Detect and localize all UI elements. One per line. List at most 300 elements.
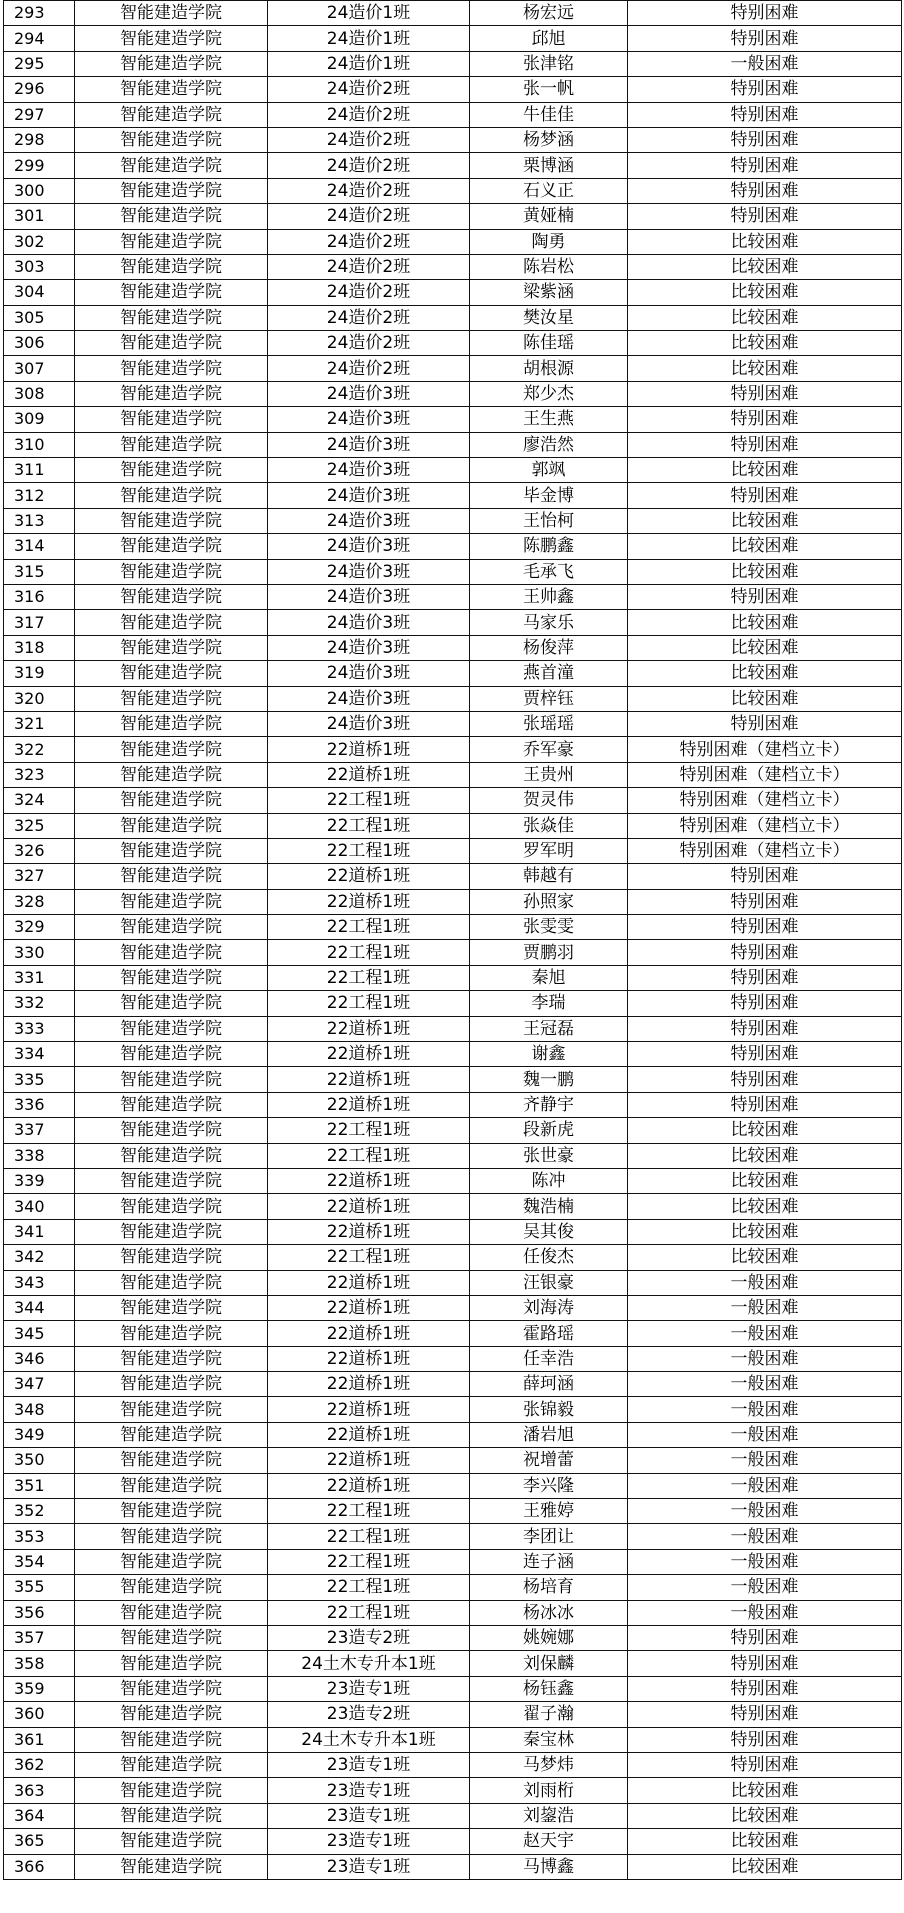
- row-number: 366: [4, 1854, 75, 1879]
- student-name-cell: 乔军豪: [470, 737, 628, 762]
- student-name-cell: 黄娅楠: [470, 204, 628, 229]
- difficulty-level-cell: 特别困难（建档立卡）: [628, 838, 902, 863]
- college-cell: 智能建造学院: [75, 1473, 268, 1498]
- class-cell: 24造价3班: [268, 686, 470, 711]
- table-row: [4, 127, 902, 152]
- student-name-cell: 王帅鑫: [470, 584, 628, 609]
- difficulty-level-cell: 特别困难: [628, 153, 902, 178]
- student-name-cell: 王雅婷: [470, 1499, 628, 1524]
- table-row: [4, 711, 902, 736]
- college-cell: 智能建造学院: [75, 280, 268, 305]
- difficulty-level-cell: 比较困难: [628, 458, 902, 483]
- table-row: [4, 1321, 902, 1346]
- difficulty-level-cell: 比较困难: [628, 1118, 902, 1143]
- class-cell: 24土木专升本1班: [268, 1651, 470, 1676]
- difficulty-level-cell: 一般困难: [628, 1270, 902, 1295]
- college-cell: 智能建造学院: [75, 1092, 268, 1117]
- class-cell: 24造价3班: [268, 508, 470, 533]
- row-number: 349: [4, 1422, 75, 1447]
- student-name-cell: 刘鋆浩: [470, 1803, 628, 1828]
- row-number: 331: [4, 965, 75, 990]
- class-cell: 24造价2班: [268, 331, 470, 356]
- college-cell: 智能建造学院: [75, 102, 268, 127]
- row-number: 343: [4, 1270, 75, 1295]
- table-row: [4, 610, 902, 635]
- table-row: [4, 661, 902, 686]
- table-row: [4, 635, 902, 660]
- row-number: 329: [4, 915, 75, 940]
- college-cell: 智能建造学院: [75, 940, 268, 965]
- college-cell: 智能建造学院: [75, 813, 268, 838]
- class-cell: 22工程1班: [268, 1524, 470, 1549]
- class-cell: 22工程1班: [268, 838, 470, 863]
- row-number: 312: [4, 483, 75, 508]
- college-cell: 智能建造学院: [75, 1118, 268, 1143]
- college-cell: 智能建造学院: [75, 1778, 268, 1803]
- student-name-cell: 赵天宇: [470, 1829, 628, 1854]
- row-number: 339: [4, 1168, 75, 1193]
- row-number: 350: [4, 1448, 75, 1473]
- difficulty-level-cell: 特别困难: [628, 1067, 902, 1092]
- difficulty-level-cell: 特别困难: [628, 381, 902, 406]
- college-cell: 智能建造学院: [75, 1549, 268, 1574]
- table-row: [4, 77, 902, 102]
- class-cell: 22工程1班: [268, 788, 470, 813]
- table-row: [4, 1448, 902, 1473]
- class-cell: 22道桥1班: [268, 864, 470, 889]
- college-cell: 智能建造学院: [75, 1600, 268, 1625]
- table-row: [4, 1295, 902, 1320]
- difficulty-level-cell: 比较困难: [628, 1245, 902, 1270]
- student-name-cell: 郑少杰: [470, 381, 628, 406]
- table-row: [4, 1524, 902, 1549]
- class-cell: 24造价2班: [268, 229, 470, 254]
- college-cell: 智能建造学院: [75, 1422, 268, 1447]
- class-cell: 24造价2班: [268, 204, 470, 229]
- college-cell: 智能建造学院: [75, 356, 268, 381]
- college-cell: 智能建造学院: [75, 1702, 268, 1727]
- class-cell: 24造价3班: [268, 711, 470, 736]
- table-row: [4, 432, 902, 457]
- class-cell: 22工程1班: [268, 965, 470, 990]
- difficulty-level-cell: 比较困难: [628, 1219, 902, 1244]
- row-number: 327: [4, 864, 75, 889]
- student-name-cell: 魏浩楠: [470, 1194, 628, 1219]
- class-cell: 22道桥1班: [268, 1473, 470, 1498]
- row-number: 323: [4, 762, 75, 787]
- student-name-cell: 秦旭: [470, 965, 628, 990]
- student-name-cell: 李瑞: [470, 991, 628, 1016]
- difficulty-level-cell: 一般困难: [628, 1422, 902, 1447]
- table-row: [4, 1854, 902, 1879]
- table-row: [4, 1346, 902, 1371]
- college-cell: 智能建造学院: [75, 1016, 268, 1041]
- difficulty-level-cell: 一般困难: [628, 1473, 902, 1498]
- table-row: [4, 178, 902, 203]
- table-row: [4, 483, 902, 508]
- row-number: 357: [4, 1626, 75, 1651]
- class-cell: 23造专2班: [268, 1626, 470, 1651]
- college-cell: 智能建造学院: [75, 1295, 268, 1320]
- row-number: 346: [4, 1346, 75, 1371]
- row-number: 318: [4, 635, 75, 660]
- college-cell: 智能建造学院: [75, 1270, 268, 1295]
- difficulty-level-cell: 比较困难: [628, 1803, 902, 1828]
- college-cell: 智能建造学院: [75, 1194, 268, 1219]
- table-row: [4, 1219, 902, 1244]
- class-cell: 22道桥1班: [268, 1016, 470, 1041]
- college-cell: 智能建造学院: [75, 1372, 268, 1397]
- class-cell: 22道桥1班: [268, 737, 470, 762]
- college-cell: 智能建造学院: [75, 432, 268, 457]
- difficulty-level-cell: 一般困难: [628, 1321, 902, 1346]
- table-row: [4, 559, 902, 584]
- difficulty-level-cell: 比较困难: [628, 661, 902, 686]
- row-number: 295: [4, 51, 75, 76]
- class-cell: 24造价3班: [268, 432, 470, 457]
- difficulty-level-cell: 特别困难: [628, 940, 902, 965]
- difficulty-level-cell: 特别困难: [628, 889, 902, 914]
- class-cell: 24造价2班: [268, 127, 470, 152]
- student-name-cell: 贾鹏羽: [470, 940, 628, 965]
- table-row: [4, 153, 902, 178]
- table-row: [4, 864, 902, 889]
- row-number: 353: [4, 1524, 75, 1549]
- difficulty-level-cell: 特别困难: [628, 1042, 902, 1067]
- row-number: 334: [4, 1042, 75, 1067]
- student-name-cell: 任俊杰: [470, 1245, 628, 1270]
- college-cell: 智能建造学院: [75, 1245, 268, 1270]
- college-cell: 智能建造学院: [75, 26, 268, 51]
- table-row: [4, 1727, 902, 1752]
- row-number: 361: [4, 1727, 75, 1752]
- class-cell: 24造价2班: [268, 356, 470, 381]
- table-row: [4, 1626, 902, 1651]
- class-cell: 24造价1班: [268, 51, 470, 76]
- row-number: 359: [4, 1676, 75, 1701]
- difficulty-level-cell: 特别困难: [628, 407, 902, 432]
- table-row: [4, 1651, 902, 1676]
- table-row: [4, 1270, 902, 1295]
- student-name-cell: 连子涵: [470, 1549, 628, 1574]
- table-row: [4, 407, 902, 432]
- student-name-cell: 马博鑫: [470, 1854, 628, 1879]
- class-cell: 22道桥1班: [268, 889, 470, 914]
- student-name-cell: 陈冲: [470, 1168, 628, 1193]
- class-cell: 23造专1班: [268, 1829, 470, 1854]
- difficulty-level-cell: 特别困难: [628, 1727, 902, 1752]
- difficulty-level-cell: 特别困难: [628, 1, 902, 26]
- class-cell: 22道桥1班: [268, 1067, 470, 1092]
- class-cell: 22道桥1班: [268, 1321, 470, 1346]
- student-name-cell: 张锦毅: [470, 1397, 628, 1422]
- student-name-cell: 齐静宇: [470, 1092, 628, 1117]
- student-name-cell: 段新虎: [470, 1118, 628, 1143]
- class-cell: 24造价1班: [268, 1, 470, 26]
- college-cell: 智能建造学院: [75, 889, 268, 914]
- class-cell: 24造价3班: [268, 635, 470, 660]
- difficulty-level-cell: 比较困难: [628, 1854, 902, 1879]
- difficulty-level-cell: 特别困难: [628, 915, 902, 940]
- table-row: [4, 584, 902, 609]
- table-row: [4, 940, 902, 965]
- row-number: 341: [4, 1219, 75, 1244]
- difficulty-level-cell: 比较困难: [628, 559, 902, 584]
- row-number: 352: [4, 1499, 75, 1524]
- table-row: [4, 1, 902, 26]
- difficulty-level-cell: 特别困难: [628, 584, 902, 609]
- student-name-cell: 马梦炜: [470, 1752, 628, 1777]
- row-number: 360: [4, 1702, 75, 1727]
- college-cell: 智能建造学院: [75, 1067, 268, 1092]
- college-cell: 智能建造学院: [75, 1854, 268, 1879]
- class-cell: 22工程1班: [268, 1143, 470, 1168]
- difficulty-level-cell: 比较困难: [628, 508, 902, 533]
- student-name-cell: 杨冰冰: [470, 1600, 628, 1625]
- table-row: [4, 1067, 902, 1092]
- table-row: [4, 915, 902, 940]
- college-cell: 智能建造学院: [75, 1143, 268, 1168]
- college-cell: 智能建造学院: [75, 661, 268, 686]
- college-cell: 智能建造学院: [75, 407, 268, 432]
- student-name-cell: 王贵州: [470, 762, 628, 787]
- class-cell: 22道桥1班: [268, 1092, 470, 1117]
- row-number: 358: [4, 1651, 75, 1676]
- difficulty-level-cell: 特别困难: [628, 77, 902, 102]
- student-name-cell: 谢鑫: [470, 1042, 628, 1067]
- difficulty-level-cell: 一般困难: [628, 1397, 902, 1422]
- difficulty-level-cell: 一般困难: [628, 1372, 902, 1397]
- class-cell: 22工程1班: [268, 1245, 470, 1270]
- college-cell: 智能建造学院: [75, 127, 268, 152]
- student-name-cell: 杨培育: [470, 1575, 628, 1600]
- table-row: [4, 1473, 902, 1498]
- college-cell: 智能建造学院: [75, 737, 268, 762]
- difficulty-level-cell: 一般困难: [628, 1549, 902, 1574]
- student-name-cell: 梁紫涵: [470, 280, 628, 305]
- college-cell: 智能建造学院: [75, 178, 268, 203]
- table-row: [4, 1042, 902, 1067]
- student-name-cell: 陈鹏鑫: [470, 534, 628, 559]
- table-row: [4, 1702, 902, 1727]
- college-cell: 智能建造学院: [75, 1321, 268, 1346]
- difficulty-level-cell: 特别困难: [628, 1676, 902, 1701]
- row-number: 300: [4, 178, 75, 203]
- row-number: 351: [4, 1473, 75, 1498]
- college-cell: 智能建造学院: [75, 1676, 268, 1701]
- table-row: [4, 1575, 902, 1600]
- row-number: 308: [4, 381, 75, 406]
- class-cell: 22工程1班: [268, 1499, 470, 1524]
- difficulty-level-cell: 特别困难: [628, 1651, 902, 1676]
- difficulty-level-cell: 特别困难（建档立卡）: [628, 788, 902, 813]
- class-cell: 24造价3班: [268, 483, 470, 508]
- college-cell: 智能建造学院: [75, 1752, 268, 1777]
- college-cell: 智能建造学院: [75, 1829, 268, 1854]
- difficulty-level-cell: 特别困难: [628, 1092, 902, 1117]
- difficulty-level-cell: 特别困难: [628, 432, 902, 457]
- table-row: [4, 838, 902, 863]
- class-cell: 22工程1班: [268, 1600, 470, 1625]
- row-number: 344: [4, 1295, 75, 1320]
- table-row: [4, 813, 902, 838]
- table-row: [4, 1143, 902, 1168]
- difficulty-level-cell: 一般困难: [628, 1600, 902, 1625]
- row-number: 319: [4, 661, 75, 686]
- table-row: [4, 1245, 902, 1270]
- student-name-cell: 邱旭: [470, 26, 628, 51]
- class-cell: 24造价2班: [268, 305, 470, 330]
- college-cell: 智能建造学院: [75, 51, 268, 76]
- table-row: [4, 686, 902, 711]
- college-cell: 智能建造学院: [75, 1168, 268, 1193]
- difficulty-level-cell: 比较困难: [628, 635, 902, 660]
- table-row: [4, 1549, 902, 1574]
- row-number: 304: [4, 280, 75, 305]
- difficulty-level-cell: 特别困难: [628, 127, 902, 152]
- class-cell: 24造价1班: [268, 26, 470, 51]
- difficulty-level-cell: 比较困难: [628, 1778, 902, 1803]
- row-number: 338: [4, 1143, 75, 1168]
- difficulty-level-cell: 比较困难: [628, 1143, 902, 1168]
- college-cell: 智能建造学院: [75, 635, 268, 660]
- class-cell: 22道桥1班: [268, 762, 470, 787]
- row-number: 340: [4, 1194, 75, 1219]
- student-name-cell: 贺灵伟: [470, 788, 628, 813]
- college-cell: 智能建造学院: [75, 534, 268, 559]
- student-name-cell: 燕首潼: [470, 661, 628, 686]
- row-number: 347: [4, 1372, 75, 1397]
- difficulty-level-cell: 特别困难: [628, 1752, 902, 1777]
- class-cell: 24造价3班: [268, 661, 470, 686]
- college-cell: 智能建造学院: [75, 331, 268, 356]
- class-cell: 22工程1班: [268, 940, 470, 965]
- student-roster-table: [3, 0, 902, 1880]
- table-row: [4, 254, 902, 279]
- difficulty-level-cell: 特别困难（建档立卡）: [628, 737, 902, 762]
- difficulty-level-cell: 比较困难: [628, 1194, 902, 1219]
- difficulty-level-cell: 特别困难: [628, 864, 902, 889]
- table-row: [4, 229, 902, 254]
- table-row: [4, 51, 902, 76]
- student-name-cell: 姚婉娜: [470, 1626, 628, 1651]
- row-number: 296: [4, 77, 75, 102]
- class-cell: 22工程1班: [268, 1575, 470, 1600]
- table-row: [4, 356, 902, 381]
- row-number: 322: [4, 737, 75, 762]
- class-cell: 24造价3班: [268, 559, 470, 584]
- table-row: [4, 1372, 902, 1397]
- class-cell: 22道桥1班: [268, 1372, 470, 1397]
- college-cell: 智能建造学院: [75, 559, 268, 584]
- row-number: 302: [4, 229, 75, 254]
- table-row: [4, 1803, 902, 1828]
- class-cell: 22道桥1班: [268, 1168, 470, 1193]
- class-cell: 23造专1班: [268, 1778, 470, 1803]
- college-cell: 智能建造学院: [75, 915, 268, 940]
- table-row: [4, 1168, 902, 1193]
- difficulty-level-cell: 特别困难: [628, 204, 902, 229]
- row-number: 345: [4, 1321, 75, 1346]
- row-number: 362: [4, 1752, 75, 1777]
- class-cell: 22工程1班: [268, 1118, 470, 1143]
- college-cell: 智能建造学院: [75, 381, 268, 406]
- college-cell: 智能建造学院: [75, 1803, 268, 1828]
- class-cell: 24土木专升本1班: [268, 1727, 470, 1752]
- student-name-cell: 魏一鹏: [470, 1067, 628, 1092]
- row-number: 305: [4, 305, 75, 330]
- student-name-cell: 石义正: [470, 178, 628, 203]
- difficulty-level-cell: 一般困难: [628, 1575, 902, 1600]
- table-row: [4, 1676, 902, 1701]
- table-row: [4, 737, 902, 762]
- class-cell: 23造专2班: [268, 1702, 470, 1727]
- table-row: [4, 1752, 902, 1777]
- row-number: 337: [4, 1118, 75, 1143]
- class-cell: 24造价2班: [268, 77, 470, 102]
- row-number: 320: [4, 686, 75, 711]
- row-number: 332: [4, 991, 75, 1016]
- student-name-cell: 霍路瑶: [470, 1321, 628, 1346]
- row-number: 328: [4, 889, 75, 914]
- difficulty-level-cell: 特别困难: [628, 26, 902, 51]
- difficulty-level-cell: 一般困难: [628, 1295, 902, 1320]
- table-row: [4, 1118, 902, 1143]
- class-cell: 24造价3班: [268, 584, 470, 609]
- table-row: [4, 965, 902, 990]
- college-cell: 智能建造学院: [75, 838, 268, 863]
- student-name-cell: 张瑶瑶: [470, 711, 628, 736]
- table-row: [4, 26, 902, 51]
- class-cell: 24造价3班: [268, 610, 470, 635]
- row-number: 311: [4, 458, 75, 483]
- difficulty-level-cell: 特别困难: [628, 1626, 902, 1651]
- difficulty-level-cell: 特别困难: [628, 1702, 902, 1727]
- class-cell: 24造价2班: [268, 102, 470, 127]
- row-number: 324: [4, 788, 75, 813]
- student-name-cell: 陈佳瑶: [470, 331, 628, 356]
- row-number: 303: [4, 254, 75, 279]
- row-number: 309: [4, 407, 75, 432]
- college-cell: 智能建造学院: [75, 711, 268, 736]
- table-row: [4, 305, 902, 330]
- class-cell: 22道桥1班: [268, 1042, 470, 1067]
- student-name-cell: 刘雨桁: [470, 1778, 628, 1803]
- student-name-cell: 孙照家: [470, 889, 628, 914]
- student-name-cell: 王生燕: [470, 407, 628, 432]
- row-number: 363: [4, 1778, 75, 1803]
- table-row: [4, 788, 902, 813]
- college-cell: 智能建造学院: [75, 762, 268, 787]
- college-cell: 智能建造学院: [75, 1727, 268, 1752]
- table-row: [4, 889, 902, 914]
- difficulty-level-cell: 特别困难（建档立卡）: [628, 762, 902, 787]
- difficulty-level-cell: 比较困难: [628, 356, 902, 381]
- student-name-cell: 张雯雯: [470, 915, 628, 940]
- row-number: 354: [4, 1549, 75, 1574]
- row-number: 315: [4, 559, 75, 584]
- table-row: [4, 762, 902, 787]
- class-cell: 22道桥1班: [268, 1295, 470, 1320]
- student-name-cell: 樊汝星: [470, 305, 628, 330]
- table-row: [4, 280, 902, 305]
- table-row: [4, 508, 902, 533]
- student-name-cell: 李兴隆: [470, 1473, 628, 1498]
- student-name-cell: 毛承飞: [470, 559, 628, 584]
- row-number: 364: [4, 1803, 75, 1828]
- class-cell: 22道桥1班: [268, 1194, 470, 1219]
- difficulty-level-cell: 特别困难: [628, 965, 902, 990]
